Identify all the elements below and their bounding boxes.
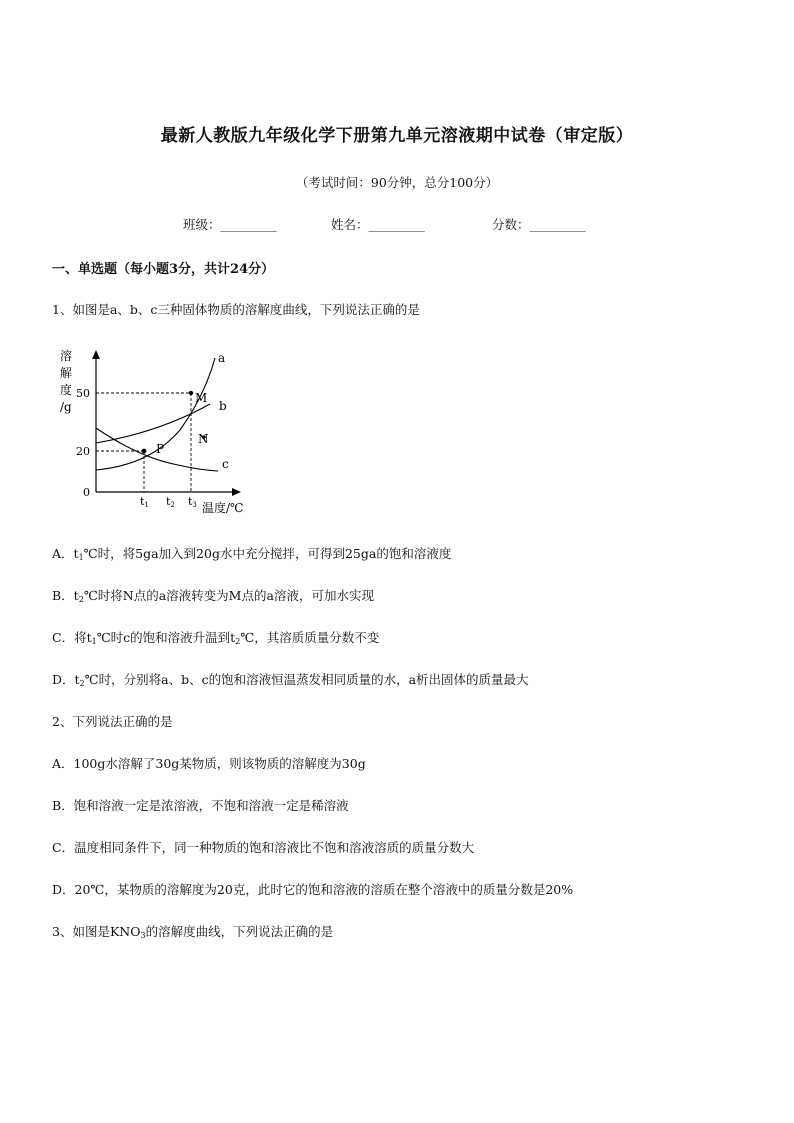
tick-label-t3: t3	[188, 495, 197, 509]
question-3-stem: 3、如图是$KNO_3$的溶解度曲线，下列说法正确的是	[52, 924, 334, 940]
question-1-stem: 1、如图是a、b、c三种固体物质的溶解度曲线，下列说法正确的是	[52, 302, 420, 317]
tick-label-t2: t2	[166, 495, 175, 509]
question-1-option-b: B．$t_2℃$时将N点的a溶液转变为M点的a溶液，可加水实现	[52, 588, 374, 604]
question-2-option-d: D．20℃，某物质的溶解度为20克，此时它的饱和溶液的溶质在整个溶液中的质量分数是20%	[52, 882, 574, 897]
class-blank: _________	[220, 217, 277, 232]
y-axis-label-1: 溶	[60, 349, 73, 363]
point-m-marker	[189, 391, 193, 395]
y-axis-arrow	[92, 350, 100, 359]
y-axis-label-2: 解	[60, 366, 73, 380]
question-2-option-c: C．温度相同条件下，同一种物质的饱和溶液比不饱和溶液溶质的质量分数大	[52, 840, 475, 855]
name-field	[331, 215, 425, 233]
solubility-curve-figure	[40, 340, 270, 520]
point-m-label: M	[195, 391, 208, 405]
page-title: 最新人教版九年级化学下册第九单元溶液期中试卷（审定版）	[160, 126, 634, 146]
tick-label-20: 20	[76, 445, 90, 458]
question-1-option-d: D．$t_2℃$时，分别将a、b、c的饱和溶液恒温蒸发相同质量的水，a析出固体的质量最大	[52, 672, 529, 688]
name-blank: _________	[368, 217, 425, 232]
score-field	[492, 215, 586, 233]
question-2-stem: 2、下列说法正确的是	[52, 714, 173, 729]
point-p-label: P	[156, 442, 165, 456]
question-2-option-b: B．饱和溶液一定是浓溶液，不饱和溶液一定是稀溶液	[52, 798, 349, 813]
section-heading: 一、单选题（每小题3分，共计24分）	[52, 262, 275, 277]
question-2-option-a: A．100g水溶解了30g某物质，则该物质的溶解度为30g	[52, 756, 366, 771]
tick-label-0: 0	[83, 486, 90, 499]
curve-c-label: c	[222, 457, 229, 471]
name-label: 姓名：	[331, 217, 369, 232]
curve-b-label: b	[219, 399, 227, 413]
question-1-option-c: C．将$t_1℃$时c的饱和溶液升温到$t_2℃$，其溶质质量分数不变	[52, 630, 380, 646]
point-n-label: N	[198, 432, 209, 446]
y-axis-label-4: /g	[60, 400, 72, 414]
class-label: 班级：	[183, 217, 221, 232]
x-axis-arrow	[232, 488, 241, 496]
curve-a-label: a	[218, 351, 226, 365]
class-field	[183, 215, 277, 233]
exam-info: （考试时间：90分钟，总分100分）	[295, 175, 499, 190]
score-label: 分数：	[492, 217, 530, 232]
point-p-marker	[142, 449, 147, 454]
question-1-option-a: A．$t_1℃$时，将5ga加入到20g水中充分搅拌，可得到25ga的饱和溶液度	[52, 546, 452, 562]
tick-label-t1: t1	[140, 495, 149, 509]
score-blank: _________	[529, 217, 586, 232]
tick-label-50: 50	[76, 387, 90, 400]
x-axis-label: 温度/℃	[202, 501, 244, 515]
y-axis-label-3: 度	[60, 383, 73, 397]
